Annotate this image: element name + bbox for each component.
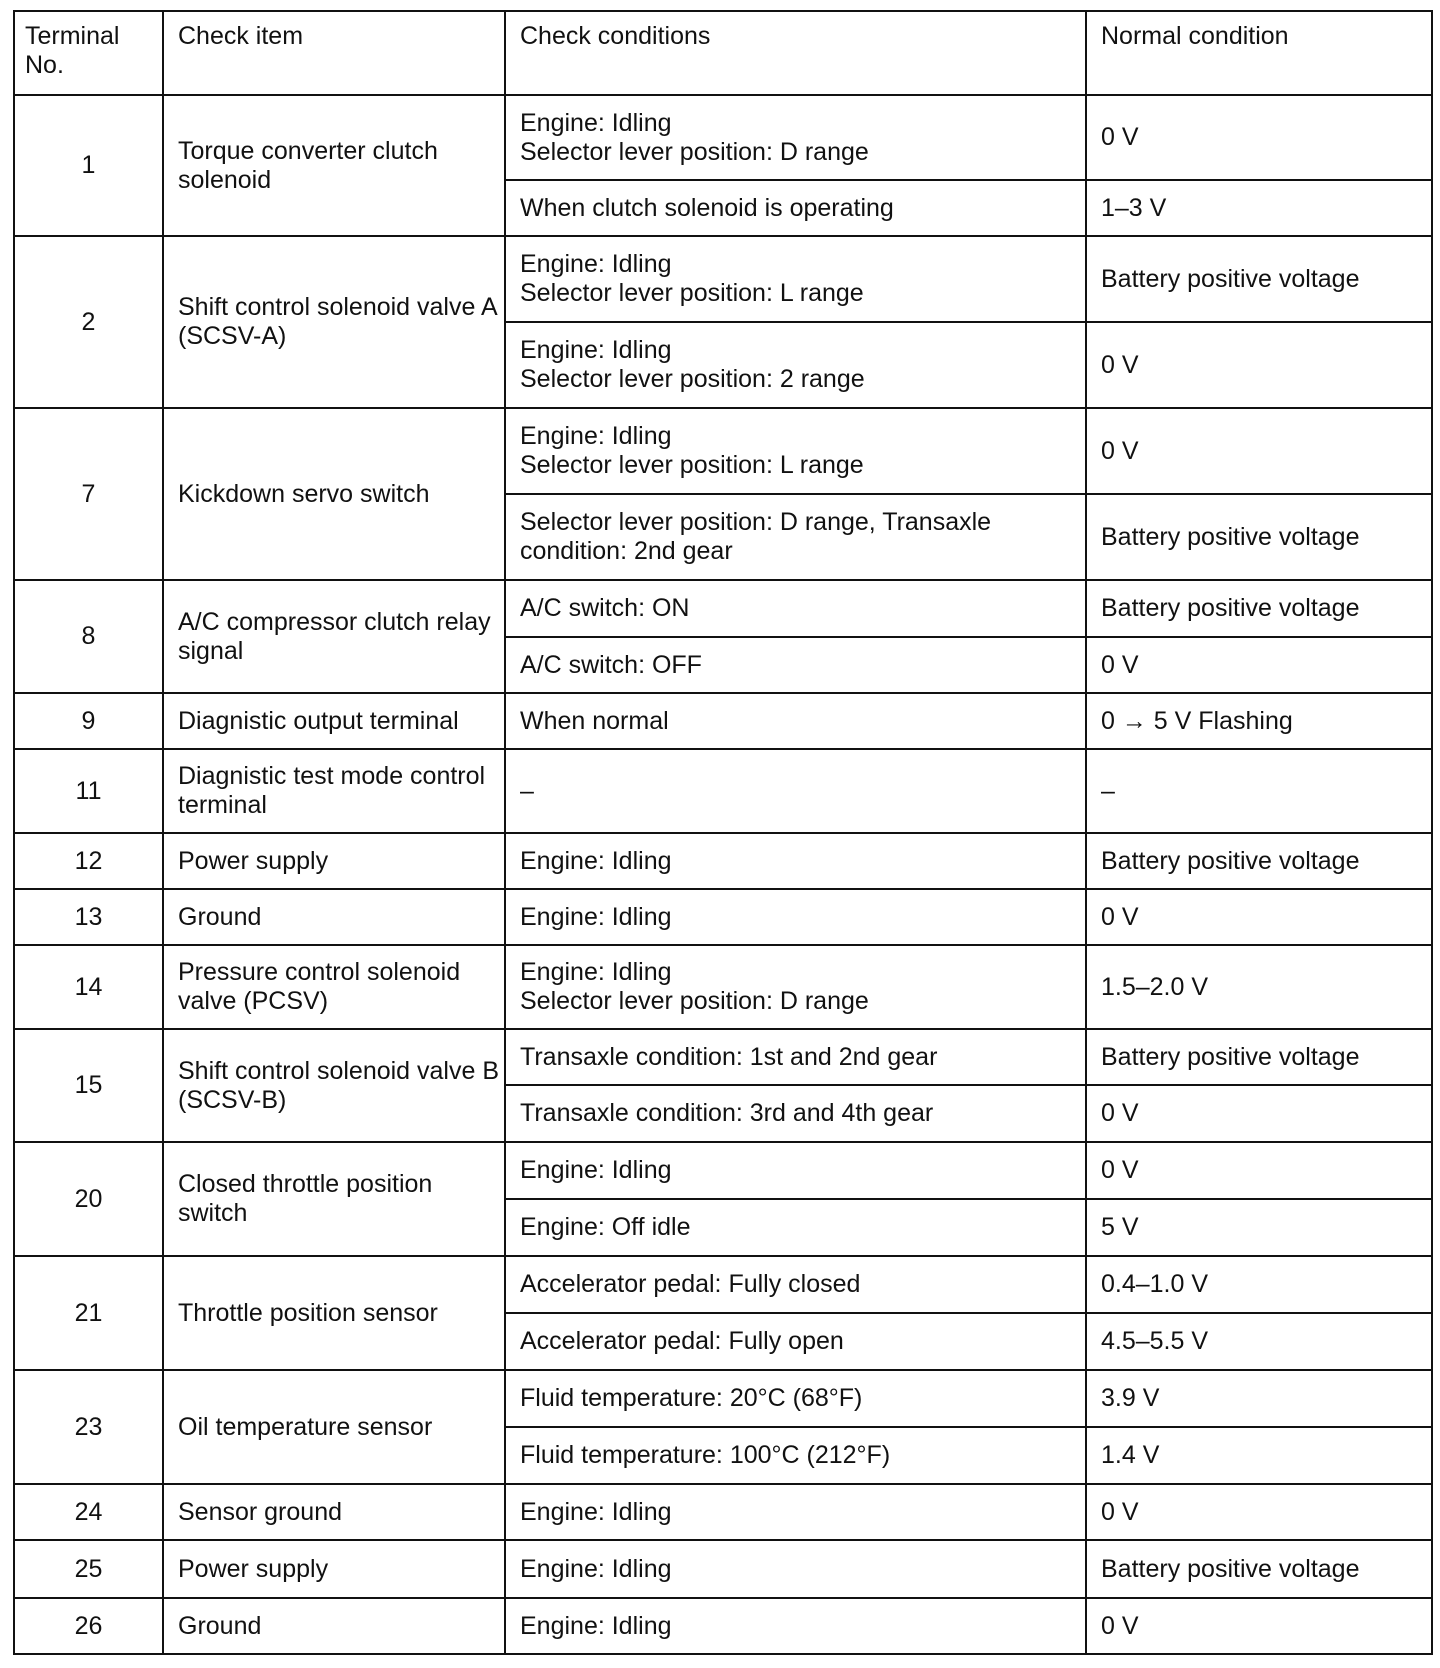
terminal-no-cell: 20 [14,1142,163,1256]
normal-condition-cell: 1–3 V [1086,180,1432,236]
normal-condition-cell: 0 V [1086,95,1432,180]
check-condition-cell: Engine: Idling [505,889,1086,945]
check-condition-cell: Engine: Idling [505,833,1086,889]
table-row [14,1370,1432,1427]
normal-condition-cell: Battery positive voltage [1086,1540,1432,1598]
terminal-no-cell: 23 [14,1370,163,1484]
check-condition-cell: Engine: Idling [505,1142,1086,1199]
table-row [14,693,1432,749]
check-condition-cell: Fluid temperature: 20°C (68°F) [505,1370,1086,1427]
header-normal-condition: Normal condition [1086,11,1432,95]
check-condition-cell: Engine: Idling Selector lever position: D range [505,945,1086,1029]
check-condition-cell: Engine: Idling [505,1484,1086,1540]
check-condition-cell: Engine: Idling [505,1540,1086,1598]
check-condition-cell: A/C switch: OFF [505,637,1086,693]
terminal-no-cell: 2 [14,236,163,408]
normal-condition-cell: 0 V [1086,1085,1432,1142]
table-header-row [14,11,1432,95]
table-row [14,1142,1432,1199]
normal-condition-cell: 0.4–1.0 V [1086,1256,1432,1313]
check-item-cell: Pressure control solenoid valve (PCSV) [163,945,505,1029]
table-row [14,1540,1432,1598]
terminal-no-cell: 15 [14,1029,163,1142]
check-condition-cell: Transaxle condition: 1st and 2nd gear [505,1029,1086,1085]
check-condition-cell: Engine: Idling [505,1598,1086,1654]
normal-condition-cell: 0 V [1086,1484,1432,1540]
table-row [14,945,1432,1029]
table-row [14,1256,1432,1313]
check-item-cell: Throttle position sensor [163,1256,505,1370]
check-item-cell: Diagnistic output terminal [163,693,505,749]
table-row [14,1029,1432,1085]
header-check-conditions: Check conditions [505,11,1086,95]
normal-condition-cell: Battery positive voltage [1086,580,1432,637]
normal-condition-cell: 0 → 5 V Flashing [1086,693,1432,749]
table-row [14,1484,1432,1540]
check-condition-cell: Engine: Off idle [505,1199,1086,1256]
table-row [14,1598,1432,1654]
normal-condition-cell: Battery positive voltage [1086,833,1432,889]
normal-condition-cell: Battery positive voltage [1086,1029,1432,1085]
normal-condition-cell: 5 V [1086,1199,1432,1256]
terminal-no-cell: 11 [14,749,163,833]
check-condition-cell: Engine: Idling Selector lever position: L range [505,236,1086,322]
terminal-no-cell: 26 [14,1598,163,1654]
normal-condition-cell: 0 V [1086,637,1432,693]
terminal-no-cell: 12 [14,833,163,889]
table-row [14,889,1432,945]
terminal-no-cell: 21 [14,1256,163,1370]
check-item-cell: Ground [163,1598,505,1654]
header-terminal-no: Terminal No. [14,11,163,95]
terminal-no-cell: 7 [14,408,163,580]
normal-condition-cell: 1.4 V [1086,1427,1432,1484]
check-item-cell: Diagnistic test mode control terminal [163,749,505,833]
check-item-cell: Torque converter clutch solenoid [163,95,505,236]
normal-condition-cell: 1.5–2.0 V [1086,945,1432,1029]
check-condition-cell: Engine: Idling Selector lever position: L range [505,408,1086,494]
check-condition-cell: Engine: Idling Selector lever position: 2 range [505,322,1086,408]
check-item-cell: A/C compressor clutch relay signal [163,580,505,693]
terminal-no-cell: 8 [14,580,163,693]
check-condition-cell: Transaxle condition: 3rd and 4th gear [505,1085,1086,1142]
normal-condition-cell: 0 V [1086,889,1432,945]
normal-condition-cell: 3.9 V [1086,1370,1432,1427]
table-row [14,749,1432,833]
table-row [14,236,1432,322]
check-condition-cell: Fluid temperature: 100°C (212°F) [505,1427,1086,1484]
table-body [14,95,1432,1654]
normal-condition-cell: 4.5–5.5 V [1086,1313,1432,1370]
check-condition-cell: – [505,749,1086,833]
check-condition-cell: When clutch solenoid is operating [505,180,1086,236]
terminal-no-cell: 1 [14,95,163,236]
check-item-cell: Kickdown servo switch [163,408,505,580]
normal-condition-cell: Battery positive voltage [1086,236,1432,322]
check-item-cell: Oil temperature sensor [163,1370,505,1484]
terminal-no-cell: 25 [14,1540,163,1598]
header-check-item: Check item [163,11,505,95]
terminal-no-cell: 9 [14,693,163,749]
terminal-no-cell: 14 [14,945,163,1029]
check-item-cell: Shift control solenoid valve B (SCSV-B) [163,1029,505,1142]
check-item-cell: Power supply [163,833,505,889]
normal-condition-cell: 0 V [1086,408,1432,494]
terminal-no-cell: 24 [14,1484,163,1540]
normal-condition-cell: – [1086,749,1432,833]
terminal-check-table [13,10,1433,1655]
normal-condition-cell: 0 V [1086,1142,1432,1199]
table-row [14,580,1432,637]
normal-condition-cell: 0 V [1086,1598,1432,1654]
check-item-cell: Ground [163,889,505,945]
check-item-cell: Shift control solenoid valve A (SCSV-A) [163,236,505,408]
terminal-no-cell: 13 [14,889,163,945]
table-row [14,95,1432,180]
check-condition-cell: When normal [505,693,1086,749]
table-row [14,408,1432,494]
normal-condition-cell: 0 V [1086,322,1432,408]
normal-condition-cell: Battery positive voltage [1086,494,1432,580]
check-condition-cell: Selector lever position: D range, Transaxle condition: 2nd gear [505,494,1086,580]
check-item-cell: Power supply [163,1540,505,1598]
check-item-cell: Sensor ground [163,1484,505,1540]
table-row [14,833,1432,889]
check-condition-cell: Accelerator pedal: Fully open [505,1313,1086,1370]
check-condition-cell: Engine: Idling Selector lever position: D range [505,95,1086,180]
check-item-cell: Closed throttle position switch [163,1142,505,1256]
check-condition-cell: A/C switch: ON [505,580,1086,637]
check-condition-cell: Accelerator pedal: Fully closed [505,1256,1086,1313]
